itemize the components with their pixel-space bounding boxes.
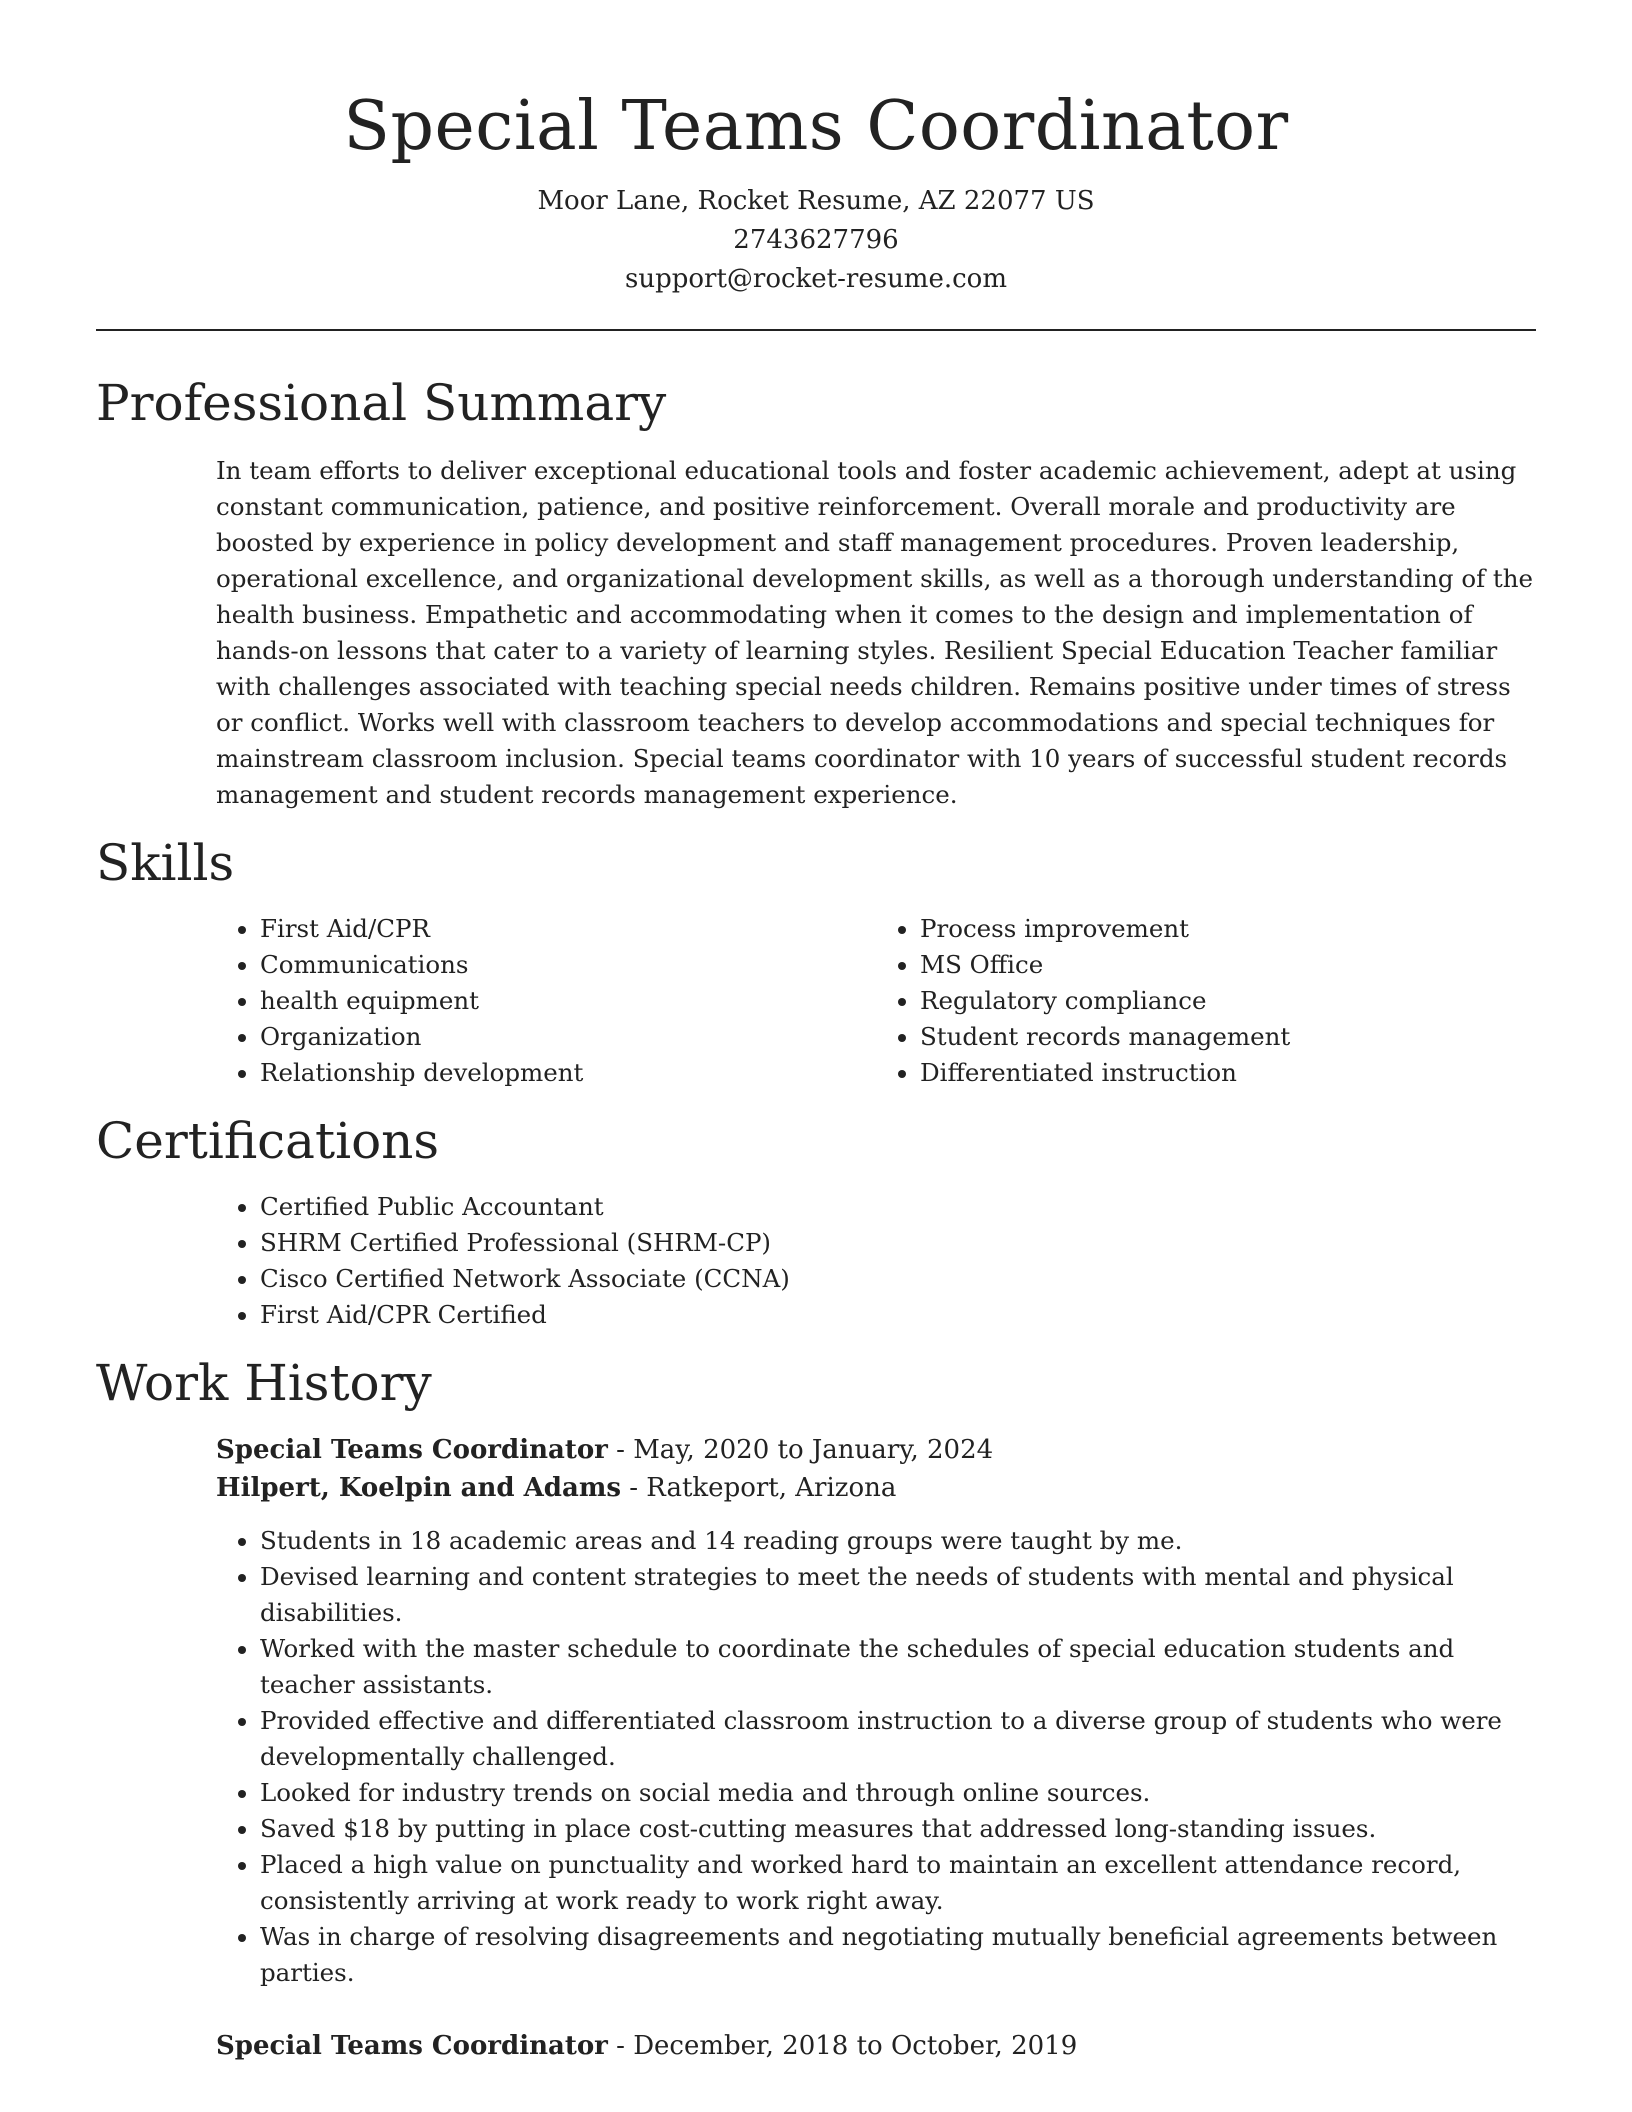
job-company-line	[216, 1469, 1536, 1507]
list-item: • Devised learning and content strategies to meet the needs of students with mental and physical disabilities.	[260, 1559, 1536, 1631]
list-item: • Certified Public Accountant	[260, 1189, 1536, 1225]
list-item: • Relationship development	[260, 1055, 876, 1091]
summary-section	[96, 371, 1536, 813]
job-dates: - May, 2020 to January, 2024	[607, 1435, 994, 1465]
list-item: • First Aid/CPR Certified	[260, 1297, 1536, 1333]
skills-list-left	[216, 911, 876, 1091]
list-item: • Regulatory compliance	[920, 983, 1536, 1019]
list-item: • Provided effective and differentiated classroom instruction to a diverse group of students who were developmentally challenged.	[260, 1703, 1536, 1775]
certifications-heading: Certifications	[96, 1112, 440, 1170]
list-item: • Saved $18 by putting in place cost-cutting measures that addressed long-standing issues.	[260, 1811, 1536, 1847]
list-item: • First Aid/CPR	[260, 911, 876, 947]
certifications-section	[96, 1109, 1536, 1333]
list-item: • Organization	[260, 1019, 876, 1055]
list-item: • Communications	[260, 947, 876, 983]
list-item: • Placed a high value on punctuality and worked hard to maintain an excellent attendance record, consistently arriving at work ready to work right away.	[260, 1847, 1536, 1919]
list-item: • SHRM Certified Professional (SHRM-CP)	[260, 1225, 1536, 1261]
job-title: Special Teams Coordinator	[216, 2031, 608, 2061]
summary-text: In team efforts to deliver exceptional educational tools and foster academic achievement, adept at using constant communication, patience, and positive reinforcement. Overall morale and productivity are boosted by experience in policy development and staff management procedures. Proven leadership, operational excellence, and organizational development skills, as well as a thorough understanding of the health business. Empathetic and accommodating when it comes to the design and implementation of hands-on lessons that cater to a variety of learning styles. Resilient Special Education Teacher familiar with challenges associated with teaching special needs children. Remains positive under times of stress or conflict. Works well with classroom teachers to develop accommodations and special techniques for mainstream classroom inclusion. Special teams coordinator with 10 years of successful student records management and student records management experience.	[216, 456, 1534, 809]
skills-list-right	[876, 911, 1536, 1091]
job-location: - Ratkeport, Arizona	[620, 1473, 897, 1503]
list-item: • MS Office	[920, 947, 1536, 983]
email-text: support@rocket-resume.com	[624, 264, 1007, 294]
list-item: • Differentiated instruction	[920, 1055, 1536, 1091]
certifications-list	[216, 1189, 1536, 1333]
job-title-line	[216, 2027, 1536, 2065]
job-entry	[216, 2027, 1536, 2065]
skills-heading: Skills	[96, 834, 235, 892]
skills-columns	[216, 911, 1536, 1091]
resume-header	[0, 0, 1632, 299]
list-item: • Student records management	[920, 1019, 1536, 1055]
list-item: • Worked with the master schedule to coordinate the schedules of special education students and teacher assistants.	[260, 1631, 1536, 1703]
header-divider	[96, 329, 1536, 331]
list-item: • Cisco Certified Network Associate (CCNA)	[260, 1261, 1536, 1297]
job-title: Special Teams Coordinator	[216, 1435, 608, 1465]
job-bullets	[216, 1523, 1536, 1991]
candidate-name: Special Teams Coordinator	[343, 87, 1289, 166]
job-dates: - December, 2018 to October, 2019	[607, 2031, 1078, 2061]
address-text: Moor Lane, Rocket Resume, AZ 22077 US	[537, 186, 1095, 216]
contact-info	[0, 182, 1632, 299]
work-history-section	[96, 1351, 1536, 2065]
list-item: • health equipment	[260, 983, 876, 1019]
list-item: • Students in 18 academic areas and 14 reading groups were taught by me.	[260, 1523, 1536, 1559]
job-company: Hilpert, Koelpin and Adams	[216, 1473, 621, 1503]
phone-text: 2743627796	[733, 225, 899, 255]
job-entry	[216, 1431, 1536, 1991]
summary-heading: Professional Summary	[96, 374, 667, 432]
list-item: • Was in charge of resolving disagreements and negotiating mutually beneficial agreements between parties.	[260, 1919, 1536, 1991]
list-item: • Looked for industry trends on social media and through online sources.	[260, 1775, 1536, 1811]
skills-section	[96, 831, 1536, 1091]
work-history-heading: Work History	[96, 1354, 432, 1412]
job-title-line	[216, 1431, 1536, 1469]
list-item: • Process improvement	[920, 911, 1536, 947]
